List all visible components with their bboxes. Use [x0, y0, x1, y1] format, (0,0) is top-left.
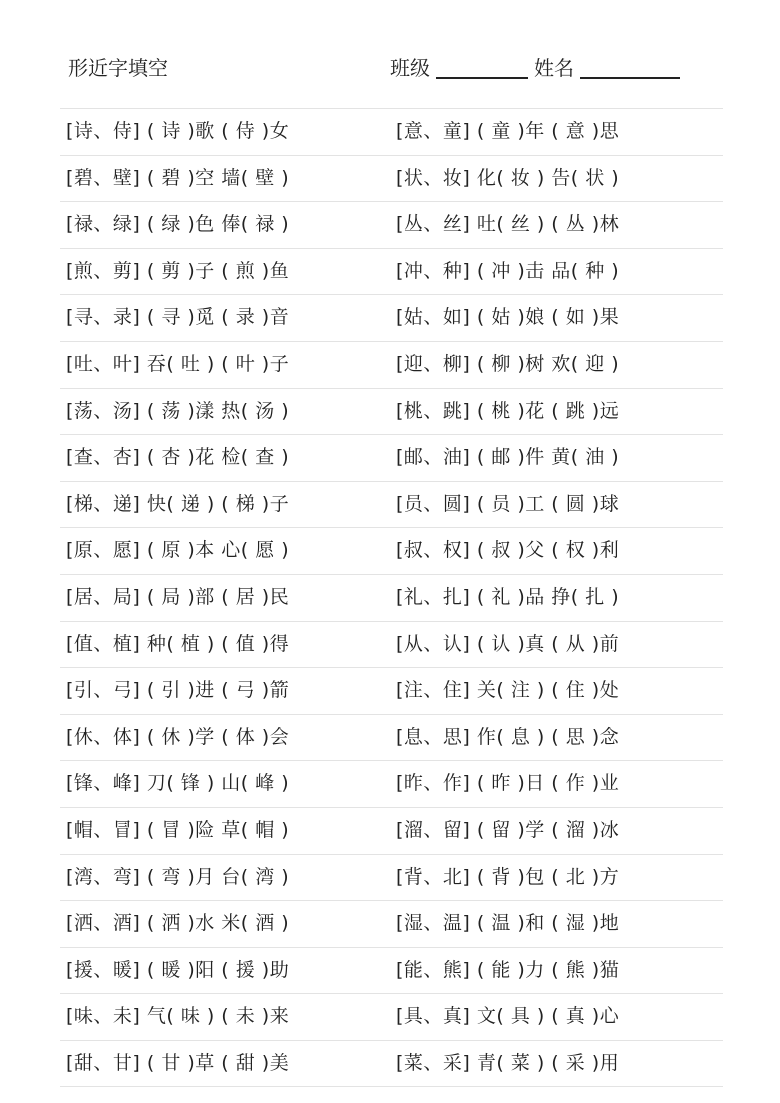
exercise-item-right: [丛、丝] 吐( 丝 ) ( 丛 )林	[396, 213, 620, 236]
exercise-row	[60, 854, 723, 901]
exercise-row	[60, 807, 723, 854]
exercise-row	[60, 714, 723, 761]
exercise-item-right: [湿、温] ( 温 )和 ( 湿 )地	[396, 912, 620, 935]
exercise-grid	[60, 108, 723, 1087]
worksheet-title: 形近字填空	[68, 56, 168, 80]
exercise-item-left: [甜、甘] ( 甘 )草 ( 甜 )美	[66, 1051, 290, 1074]
exercise-item-right: [迎、柳] ( 柳 )树 欢( 迎 )	[396, 352, 620, 375]
exercise-item-left: [帽、冒] ( 冒 )险 草( 帽 )	[66, 818, 290, 841]
exercise-item-left: [原、愿] ( 原 )本 心( 愿 )	[66, 539, 290, 562]
exercise-item-right: [背、北] ( 背 )包 ( 北 )方	[396, 865, 620, 888]
class-blank-line	[436, 55, 528, 79]
exercise-row	[60, 527, 723, 574]
exercise-row	[60, 667, 723, 714]
exercise-item-right: [礼、扎] ( 礼 )品 挣( 扎 )	[396, 585, 620, 608]
exercise-item-left: [休、体] ( 休 )学 ( 体 )会	[66, 725, 290, 748]
exercise-row	[60, 760, 723, 807]
exercise-row	[60, 388, 723, 435]
exercise-row	[60, 155, 723, 202]
exercise-item-left: [味、未] 气( 味 ) ( 未 )来	[66, 1005, 290, 1028]
exercise-item-left: [援、暖] ( 暖 )阳 ( 援 )助	[66, 958, 290, 981]
exercise-item-right: [具、真] 文( 具 ) ( 真 )心	[396, 1005, 620, 1028]
exercise-item-left: [锋、峰] 刀( 锋 ) 山( 峰 )	[66, 772, 290, 795]
exercise-item-left: [湾、弯] ( 弯 )月 台( 湾 )	[66, 865, 290, 888]
exercise-row	[60, 574, 723, 621]
exercise-item-right: [意、童] ( 童 )年 ( 意 )思	[396, 120, 620, 142]
exercise-item-right: [状、妆] 化( 妆 ) 告( 状 )	[396, 166, 620, 189]
name-blank-line	[580, 55, 680, 79]
exercise-row	[60, 621, 723, 668]
exercise-item-right: [息、思] 作( 息 ) ( 思 )念	[396, 725, 620, 748]
exercise-item-right: [昨、作] ( 昨 )日 ( 作 )业	[396, 772, 620, 795]
exercise-row	[60, 248, 723, 295]
exercise-item-left: [值、植] 种( 植 ) ( 值 )得	[66, 632, 290, 655]
exercise-row	[60, 947, 723, 994]
exercise-item-right: [冲、种] ( 冲 )击 品( 种 )	[396, 259, 620, 282]
exercise-row	[60, 481, 723, 528]
exercise-item-left: [寻、录] ( 寻 )觅 ( 录 )音	[66, 306, 290, 329]
exercise-item-left: [梯、递] 快( 递 ) ( 梯 )子	[66, 492, 290, 515]
exercise-row	[60, 201, 723, 248]
exercise-item-left: [荡、汤] ( 荡 )漾 热( 汤 )	[66, 399, 290, 422]
exercise-row	[60, 993, 723, 1040]
exercise-item-left: [煎、剪] ( 剪 )子 ( 煎 )鱼	[66, 259, 290, 282]
exercise-item-left: [诗、侍] ( 诗 )歌 ( 侍 )女	[66, 120, 290, 142]
exercise-item-left: [洒、酒] ( 洒 )水 米( 酒 )	[66, 912, 290, 935]
exercise-item-left: [查、杏] ( 杏 )花 检( 查 )	[66, 446, 290, 469]
exercise-row	[60, 900, 723, 947]
exercise-item-right: [能、熊] ( 能 )力 ( 熊 )猫	[396, 958, 620, 981]
exercise-item-right: [注、住] 关( 注 ) ( 住 )处	[396, 679, 620, 702]
exercise-item-left: [吐、叶] 吞( 吐 ) ( 叶 )子	[66, 352, 290, 375]
exercise-item-right: [姑、如] ( 姑 )娘 ( 如 )果	[396, 306, 620, 329]
student-info	[390, 52, 680, 84]
exercise-row	[60, 294, 723, 341]
exercise-item-right: [员、圆] ( 员 )工 ( 圆 )球	[396, 492, 620, 515]
exercise-item-right: [溜、留] ( 留 )学 ( 溜 )冰	[396, 818, 620, 841]
exercise-item-right: [桃、跳] ( 桃 )花 ( 跳 )远	[396, 399, 620, 422]
exercise-item-right: [邮、油] ( 邮 )件 黄( 油 )	[396, 446, 620, 469]
exercise-item-right: [菜、采] 青( 菜 ) ( 采 )用	[396, 1051, 620, 1074]
exercise-item-left: [碧、壁] ( 碧 )空 墙( 壁 )	[66, 166, 290, 189]
worksheet-header	[68, 52, 698, 84]
exercise-item-left: [居、局] ( 局 )部 ( 居 )民	[66, 585, 290, 608]
exercise-row	[60, 108, 723, 155]
exercise-row	[60, 434, 723, 481]
exercise-item-right: [从、认] ( 认 )真 ( 从 )前	[396, 632, 620, 655]
exercise-item-left: [禄、绿] ( 绿 )色 俸( 禄 )	[66, 213, 290, 236]
exercise-item-right: [叔、权] ( 叔 )父 ( 权 )利	[396, 539, 620, 562]
exercise-row	[60, 341, 723, 388]
class-label: 班级	[390, 56, 430, 80]
name-label: 姓名	[534, 56, 574, 80]
exercise-row	[60, 1040, 723, 1088]
exercise-item-left: [引、弓] ( 引 )进 ( 弓 )箭	[66, 679, 290, 702]
